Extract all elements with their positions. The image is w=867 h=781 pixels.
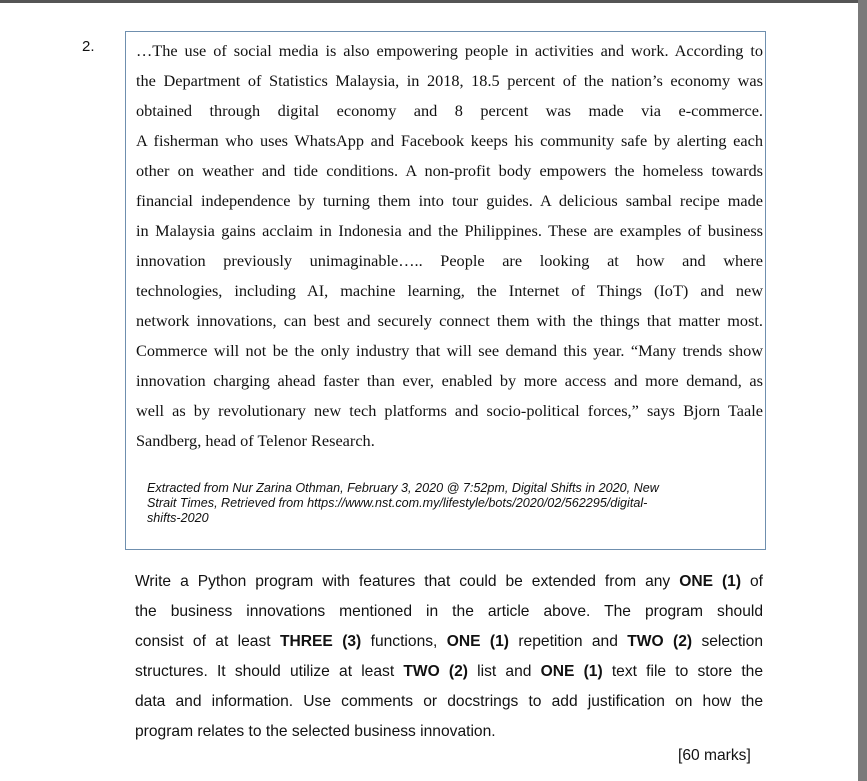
instruction-line: the business innovations mentioned in the article above. The program should: [135, 603, 763, 620]
instruction-emphasis: TWO (2): [403, 663, 468, 680]
excerpt-line: technologies, including AI, machine learning, the Internet of Things (IoT) and new: [136, 281, 763, 300]
instruction-emphasis: THREE (3): [279, 633, 362, 650]
excerpt-line: in Malaysia gains acclaim in Indonesia and the Philippines. These are examples of business: [136, 221, 763, 240]
instruction-text: Write a Python program with features that could be extended from any: [135, 573, 680, 590]
instruction-line: [135, 567, 763, 597]
instruction-text: repetition and: [508, 633, 628, 650]
excerpt-line: Commerce will not be the only industry that will see demand this year. “Many trends show: [136, 341, 763, 360]
excerpt-line: financial independence by turning them into tour guides. A delicious sambal recipe made: [136, 191, 763, 210]
citation-line: Strait Times, Retrieved from https://www.nst.com.my/lifestyle/bots/2020/02/562295/digital-: [147, 496, 648, 510]
excerpt-line: innovation charging ahead faster than ever, enabled by more access and more demand, as: [136, 371, 763, 390]
instruction-text: functions,: [361, 633, 447, 650]
instruction-text: list and: [467, 663, 541, 680]
instruction-emphasis: TWO (2): [627, 633, 693, 650]
citation-line: shifts-2020: [147, 511, 209, 525]
instruction-emphasis: ONE (1): [540, 663, 603, 680]
page-edge-shadow: [858, 0, 867, 781]
instruction-line: [135, 627, 763, 657]
excerpt-text: [136, 36, 763, 456]
instruction-text: text file to store the: [602, 663, 764, 680]
excerpt-line: the Department of Statistics Malaysia, in 2018, 18.5 percent of the nation’s economy was: [136, 71, 763, 90]
excerpt-line: obtained through digital economy and 8 percent was made via e-commerce.: [136, 101, 763, 120]
instruction-text: selection: [692, 633, 763, 650]
excerpt-line: A fisherman who uses WhatsApp and Facebook keeps his community safe by alerting each: [136, 131, 763, 150]
excerpt-line: innovation previously unimaginable….. People are looking at how and where: [136, 251, 763, 270]
excerpt-line: network innovations, can best and securely connect them with the things that matter most.: [136, 311, 763, 330]
instruction-emphasis: ONE (1): [446, 633, 509, 650]
citation: [147, 481, 752, 526]
instruction-line: [135, 657, 763, 687]
marks-label: [60 marks]: [678, 747, 751, 764]
citation-line: Extracted from Nur Zarina Othman, February 3, 2020 @ 7:52pm, Digital Shifts in 2020, New: [147, 481, 659, 495]
page-top-border: [0, 0, 867, 3]
excerpt-line: …The use of social media is also empowering people in activities and work. According to: [136, 41, 763, 60]
instruction-text: of: [741, 573, 764, 590]
instruction-text: consist of at least: [135, 633, 280, 650]
excerpt-line: well as by revolutionary new tech platforms and socio-political forces,” says Bjorn Taale: [136, 401, 763, 420]
excerpt-line: other on weather and tide conditions. A non-profit body empowers the homeless towards: [136, 161, 763, 180]
instruction-text: structures. It should utilize at least: [135, 663, 404, 680]
instruction-emphasis: ONE (1): [679, 573, 742, 590]
instruction-line: program relates to the selected business innovation.: [135, 723, 496, 740]
excerpt-line: Sandberg, head of Telenor Research.: [136, 431, 375, 450]
question-instructions: [135, 567, 763, 747]
instruction-line: data and information. Use comments or docstrings to add justification on how the: [135, 693, 763, 710]
question-number: 2.: [82, 38, 95, 55]
